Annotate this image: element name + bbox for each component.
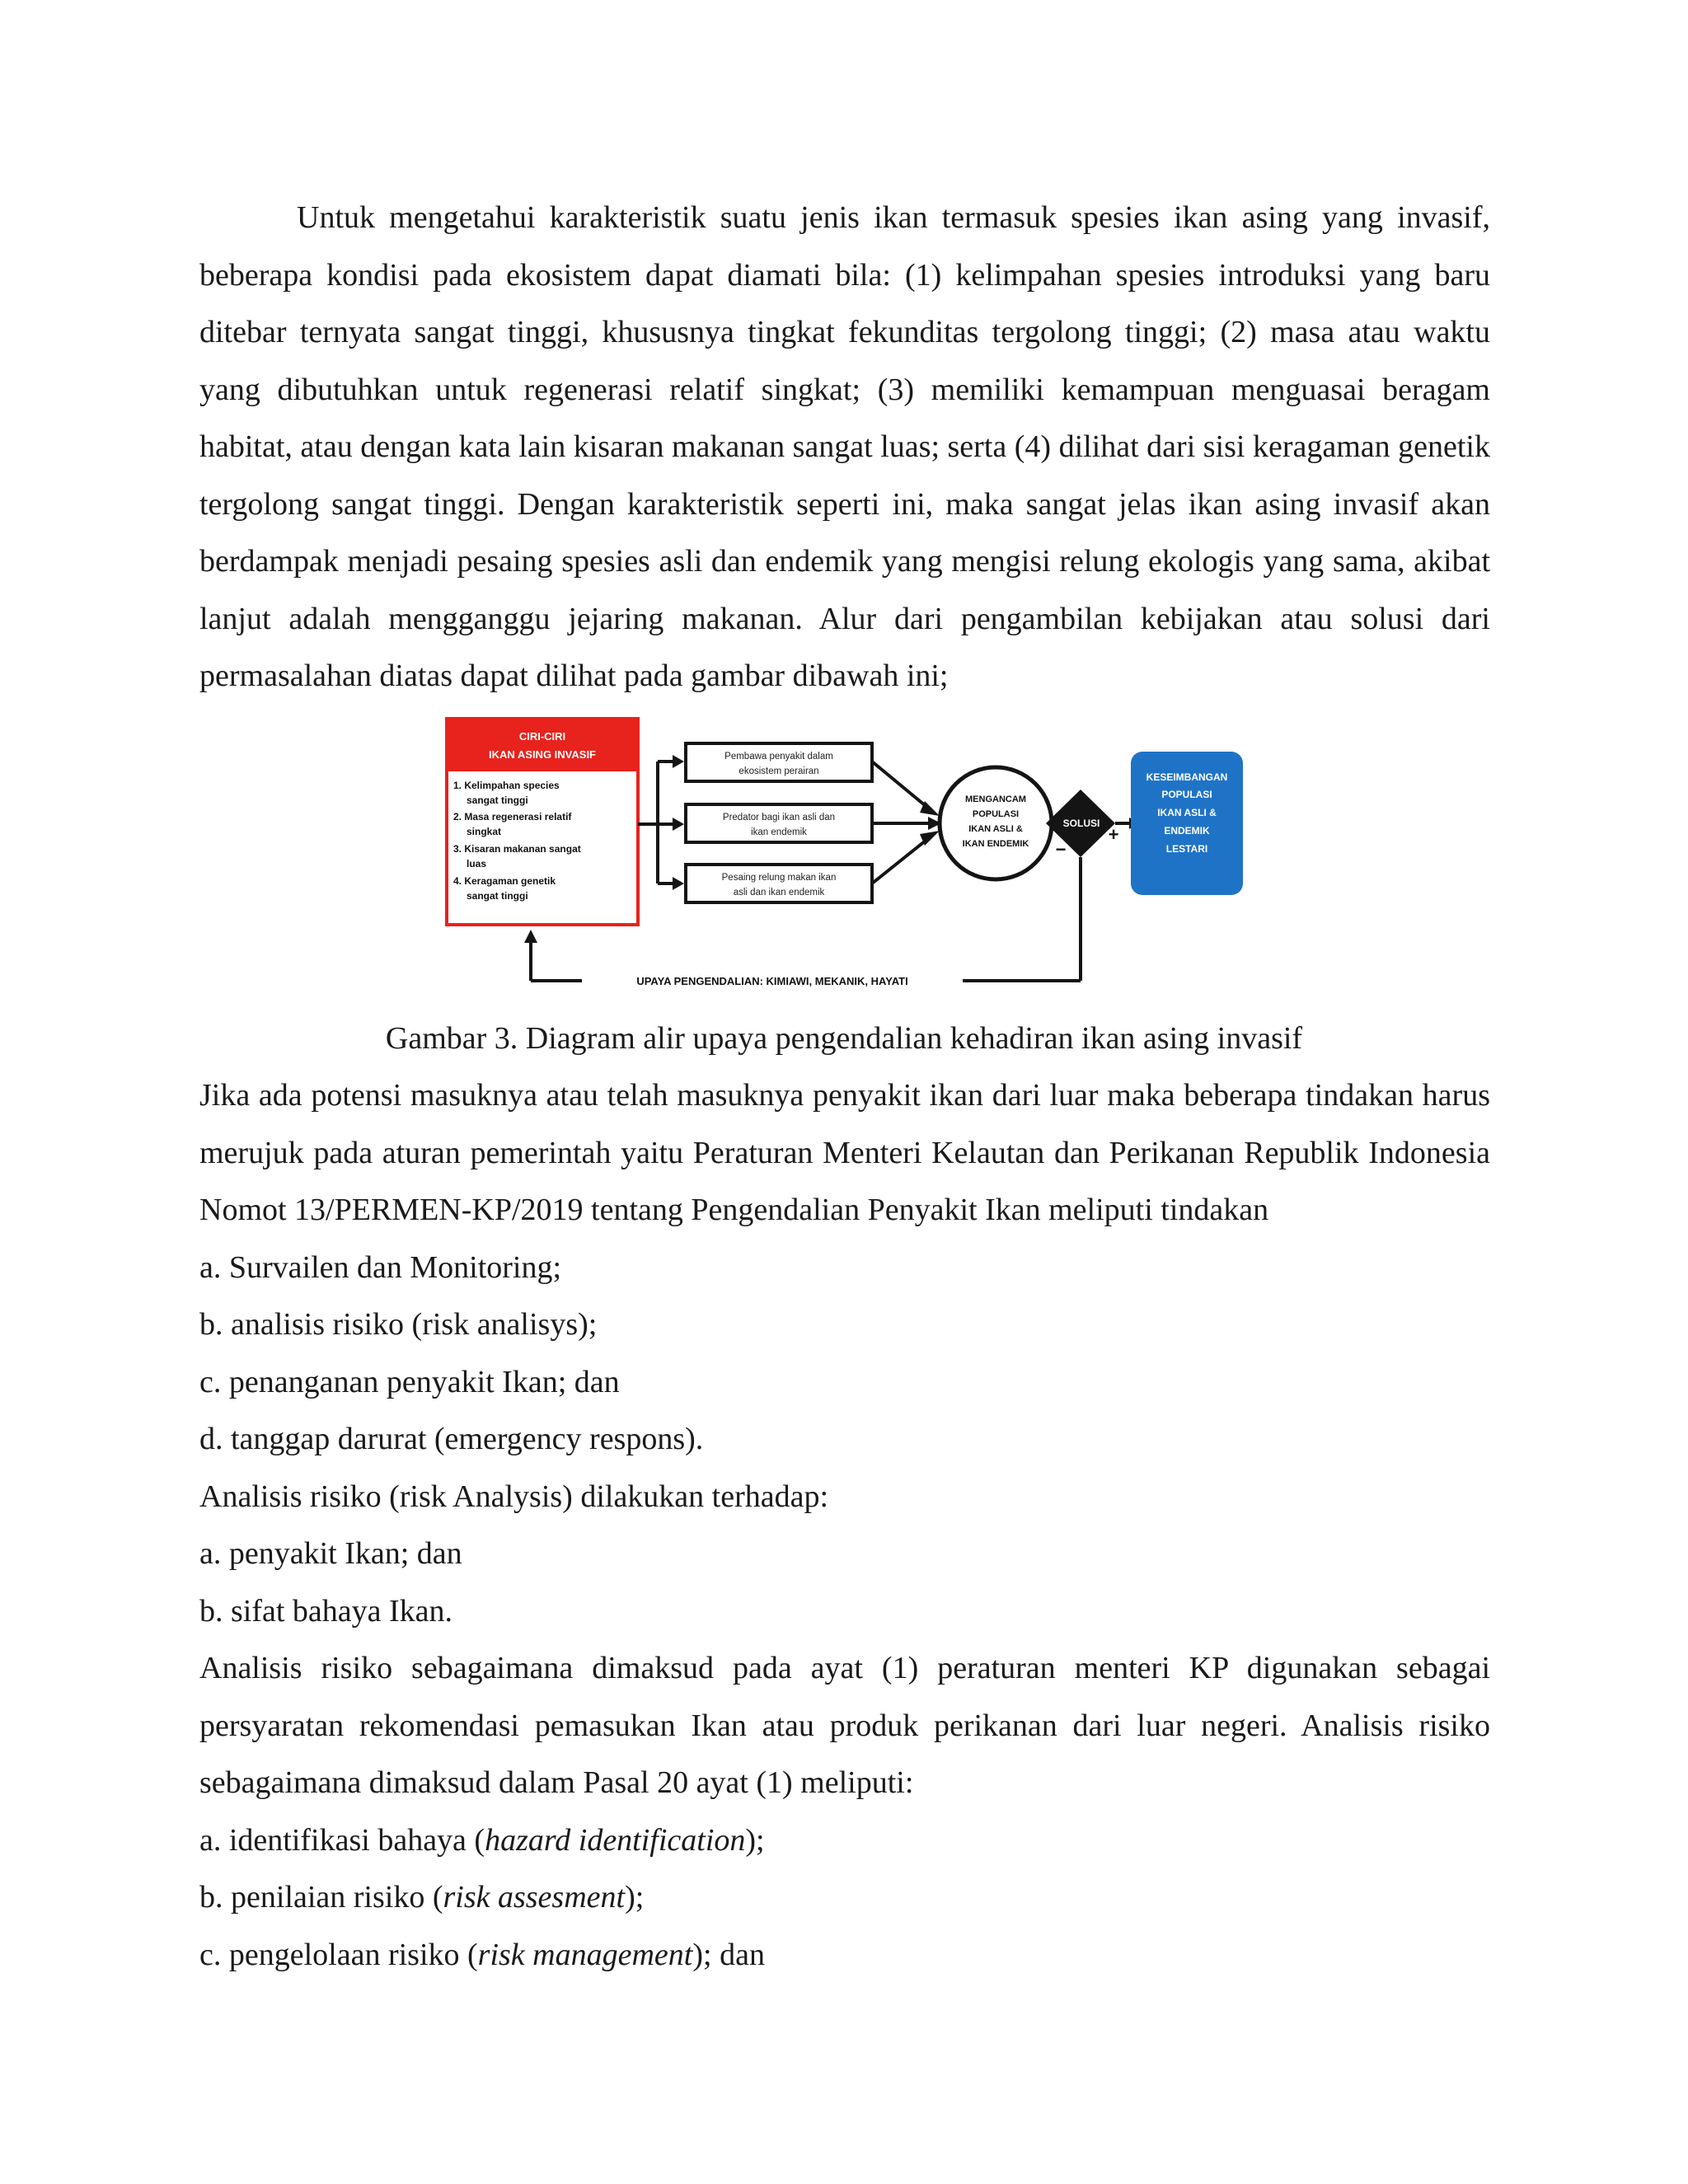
threat-line-4: IKAN ENDEMIK	[962, 839, 1029, 849]
ciri-title-2: IKAN ASING INVASIF	[488, 748, 597, 761]
intro-text: Untuk mengetahui karakteristik suatu jenis ikan termasuk spesies ikan asing yang invasif, beberapa kondisi pada ekosistem dapat diamati bila: (1) kelimpahan spesies introduksi yang baru ditebar ternyata sangat tinggi, khususnya tingkat fekunditas tergolong tinggi; (2) masa atau waktu yang dibutuhkan untuk regenerasi relatif singkat; (3) memiliki kemampuan menguasai beragam habitat, atau dengan kata lain kisaran makanan sangat luas; serta (4) dilihat dari sisi keragaman genetik tergolong sangat tinggi. Dengan karakteristik seperti ini, maka sangat jelas ikan asing invasif akan berdampak menjadi pesaing spesies asli dan endemik yang mengisi relung ekologis yang sama, akibat lanjut adalah mengganggu jejaring makanan. Alur dari pengambilan kebijakan atau solusi dari permasalahan diatas dapat dilihat pada gambar dibawah ini;	[199, 200, 1490, 693]
converge-lines	[872, 762, 930, 883]
risk-step-c-prefix: c. pengelolaan risiko (	[199, 1937, 478, 1972]
risk-step-a-term: hazard identification	[485, 1822, 746, 1858]
threat-line-3: IKAN ASLI &	[968, 824, 1023, 834]
threat-circle	[940, 767, 1052, 879]
action-item-d: d. tanggap darurat (emergency respons).	[199, 1422, 704, 1456]
ciri-item-4b: sangat tinggi	[467, 890, 528, 902]
risk-target-a: a. penyakit Ikan; dan	[199, 1536, 462, 1571]
branch-arrowheads	[673, 755, 684, 890]
ciri-item-3a: 3. Kisaran makanan sangat	[453, 843, 581, 855]
ciri-item-2b: singkat	[467, 826, 502, 837]
impact-box-1-line1: Pembawa penyakit dalam	[724, 752, 833, 762]
risk-analysis-intro: Analisis risiko (risk Analysis) dilakukan terhadap:	[199, 1479, 829, 1514]
result-line-1: KESEIMBANGAN	[1146, 771, 1228, 783]
result-line-2: POPULASI	[1161, 789, 1212, 800]
risk-step-a	[199, 1812, 1490, 1870]
threat-line-1: MENGANCAM	[965, 794, 1026, 804]
risk-step-a-suffix: );	[745, 1822, 765, 1858]
risk-analysis-paragraph: Analisis risiko sebagaimana dimaksud pada ayat (1) peraturan menteri KP digunakan sebagai persyaratan rekomendasi pemasukan Ikan atau produk perikanan dari luar negeri. Analisis risiko sebagaimana dimaksud dalam Pasal 20 ayat (1) meliputi:	[199, 1651, 1490, 1800]
action-item-c: c. penanganan penyakit Ikan; dan	[199, 1364, 620, 1399]
ciri-item-4a: 4. Keragaman genetik	[453, 875, 556, 887]
risk-step-c	[199, 1927, 1490, 1985]
minus-sign: −	[1055, 839, 1067, 860]
risk-step-b-prefix: b. penilaian risiko (	[199, 1880, 443, 1915]
branch-lines	[638, 762, 674, 883]
action-item-a: a. Survailen dan Monitoring;	[199, 1249, 562, 1285]
intro-paragraph	[199, 190, 1490, 705]
figure-caption: Gambar 3. Diagram alir upaya pengendalian kehadiran ikan asing invasif	[385, 1021, 1303, 1056]
result-line-3: IKAN ASLI &	[1157, 807, 1217, 818]
result-line-4: ENDEMIK	[1164, 825, 1210, 837]
risk-step-b-suffix: );	[625, 1880, 645, 1915]
body-section	[199, 1067, 1490, 1984]
ciri-item-1a: 1. Kelimpahan species	[453, 780, 560, 791]
ciri-item-2a: 2. Masa regenerasi relatif	[453, 811, 572, 823]
impact-box-3-line2: asli dan ikan endemik	[733, 888, 825, 898]
risk-step-c-suffix: ); dan	[692, 1937, 765, 1972]
ciri-title-1: CIRI-CIRI	[518, 730, 566, 743]
impact-box-2-line2: ikan endemik	[751, 827, 807, 837]
risk-step-a-prefix: a. identifikasi bahaya (	[199, 1822, 485, 1858]
solusi-label: SOLUSI	[1062, 818, 1100, 829]
regulation-paragraph: Jika ada potensi masuknya atau telah masuknya penyakit ikan dari luar maka beberapa tindakan harus merujuk pada aturan pemerintah yaitu Peraturan Menteri Kelautan dan Perikanan Republik Indonesia Nomot 13/PERMEN-KP/2019 tentang Pengendalian Penyakit Ikan meliputi tindakan	[199, 1078, 1490, 1227]
flow-diagram	[442, 710, 1246, 997]
plus-sign: +	[1108, 824, 1119, 845]
ciri-item-3b: luas	[467, 858, 487, 869]
risk-step-b-term: risk assesment	[443, 1880, 626, 1915]
impact-box-3-line1: Pesaing relung makan ikan	[721, 873, 837, 883]
risk-target-b: b. sifat bahaya Ikan.	[199, 1593, 453, 1629]
impact-box-1-line2: ekosistem perairan	[738, 766, 819, 776]
feedback-arrowhead	[524, 930, 537, 943]
result-line-5: LESTARI	[1165, 843, 1208, 855]
ciri-header	[447, 719, 638, 771]
impact-box-2-line1: Predator bagi ikan asli dan	[722, 813, 836, 823]
threat-line-2: POPULASI	[972, 809, 1020, 819]
risk-step-b	[199, 1869, 1490, 1927]
action-item-b: b. analisis risiko (risk analisys);	[199, 1307, 598, 1342]
upaya-label: UPAYA PENGENDALIAN: KIMIAWI, MEKANIK, HAYATI	[636, 975, 908, 987]
ciri-item-1b: sangat tinggi	[467, 794, 528, 806]
risk-step-c-term: risk management	[477, 1937, 693, 1972]
